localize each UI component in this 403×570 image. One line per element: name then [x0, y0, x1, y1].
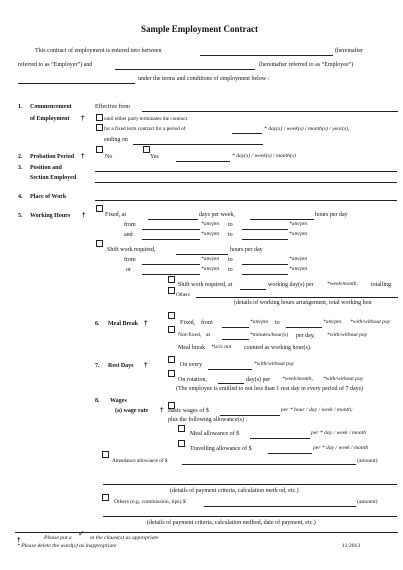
footer-note-1b: in the clause(s) as appropriate [90, 535, 159, 541]
section-3-heading: Position and [30, 165, 62, 171]
employee-id-field[interactable] [18, 83, 135, 84]
ampm-3: *am/pm [201, 231, 220, 237]
hours-to-label: to [228, 222, 233, 228]
until-terminated-checkbox[interactable] [96, 114, 103, 121]
meal-minutes-hours: *minutes/hour(s) [250, 332, 289, 338]
hours-per-day-field[interactable] [250, 219, 314, 220]
attendance-amount-label: (amount) [357, 458, 378, 464]
footer-note-2: * Please delete the word(s) as inappropriate [17, 543, 117, 549]
others-hours-checkbox[interactable] [168, 287, 175, 294]
rest-rotation-checkbox[interactable] [168, 370, 175, 377]
employee-name-field[interactable] [115, 69, 255, 70]
section-2-heading: Probation Period [30, 154, 75, 160]
meal-fixed-checkbox[interactable] [168, 312, 175, 319]
others-amount-label: (amount) [357, 499, 378, 505]
fixed-term-checkbox[interactable] [96, 124, 103, 131]
intro-line-2: referred to as “Employer”) and [18, 62, 93, 68]
rest-pay-1: *with/without pay [254, 361, 295, 367]
attendance-details-note: (details of payment criteria, calculation meth od, etc.) [170, 488, 299, 494]
hours-to-1-field[interactable] [242, 229, 288, 230]
rest-days-label: day(s) per [246, 377, 271, 383]
attendance-allowance-checkbox[interactable] [102, 451, 109, 458]
shift-hours-per-day-label: hours per day [230, 247, 263, 253]
rest-every-label: On every [180, 362, 203, 368]
section-1-heading: Commencement [30, 104, 72, 110]
dagger-mark: † [144, 361, 148, 369]
rest-entitlement-note: (The employee is entitled to not less than 1 rest day in every period of 7 days) [176, 386, 363, 392]
shift-days-label: Shift work required, at [178, 282, 233, 288]
travel-allowance-field[interactable] [268, 453, 312, 454]
others-pay-field[interactable] [204, 506, 356, 507]
shift-to-2-field[interactable] [242, 274, 288, 275]
meal-from-field[interactable] [222, 327, 249, 328]
section-6-number: 6. [95, 321, 100, 327]
section-4-heading: Place of Work [30, 194, 67, 200]
hours-from-1-field[interactable] [142, 229, 200, 230]
attendance-allowance-field[interactable] [182, 464, 356, 465]
place-of-work-field[interactable] [95, 200, 397, 201]
travel-allowance-label: Travelling allowance of $ [190, 446, 252, 452]
shift-to-label: to [228, 257, 233, 263]
basic-wages-field[interactable] [220, 415, 280, 416]
basic-wages-per: per * hour / day / week / month; [281, 407, 353, 413]
shift-days-per-label: working day(s) per [268, 282, 314, 288]
shift-from-label: from [124, 257, 136, 263]
rest-every-field[interactable] [208, 369, 252, 370]
section-8-heading: Wages [110, 398, 127, 404]
section-7-number: 7. [95, 363, 100, 369]
shift-week-month: *week/month, [327, 281, 358, 287]
others-hours-label: Others [176, 292, 190, 298]
hours-to-label: to [228, 232, 233, 238]
fixed-term-label: for a fixed term contract for a period of [104, 126, 186, 132]
form-code: 11/2013 [342, 543, 361, 549]
intro-line-2-end: (hereinafter referred to as “Employee”) [259, 62, 354, 68]
probation-units: * day(s) / week(s) / month(s) [232, 153, 296, 159]
probation-no-label: No [105, 154, 113, 160]
allowance-intro: plus the following allowance(s) : [168, 417, 247, 423]
shift-totalling-label: totalling [371, 282, 391, 288]
probation-period-field[interactable] [176, 161, 230, 162]
shift-ampm-4: *am/pm [289, 266, 308, 272]
ampm-1: *am/pm [201, 221, 220, 227]
wage-rate-heading: (a) wage rate [115, 408, 149, 414]
shift-work-label: Shift work required, [107, 247, 156, 253]
rest-pay-2: *with/without pay [323, 376, 364, 382]
footer-note-1: Please put a [44, 535, 72, 541]
dagger-mark: † [82, 211, 86, 219]
probation-yes-checkbox[interactable] [143, 146, 150, 153]
rest-rotation-label: On rotation, [178, 377, 207, 383]
shift-to-label: to [228, 267, 233, 273]
footer-dagger: † [17, 536, 21, 544]
hours-per-day-label: hours per day [315, 212, 348, 218]
section-1-number: 1. [18, 104, 23, 110]
shift-work-checkbox[interactable] [96, 240, 103, 247]
effective-from-field[interactable] [142, 111, 398, 112]
rest-week-month: *week/month, [282, 376, 313, 382]
section-7-heading: Rest Days [108, 363, 134, 369]
meal-from-label: from [201, 320, 213, 326]
fixed-term-period-field[interactable] [232, 133, 262, 134]
meal-ampm-2: *am/pm [323, 319, 342, 325]
days-per-week-label: days per week, [199, 212, 235, 218]
shift-hours-per-day-field[interactable] [176, 254, 228, 255]
shift-ampm-2: *am/pm [289, 256, 308, 262]
check-mark-icon: ✓ [78, 529, 85, 538]
rest-rotation-field[interactable] [218, 383, 244, 384]
hours-to-2-field[interactable] [242, 239, 288, 240]
others-pay-checkbox[interactable] [102, 494, 109, 501]
section-5-heading: Working Hours [30, 213, 71, 219]
intro-line-3: under the terms and conditions of employment below : [138, 76, 270, 82]
fixed-term-units: * day(s) / week(s) / month(s) / year(s), [264, 126, 350, 132]
days-per-week-field[interactable] [148, 219, 198, 220]
ampm-4: *am/pm [289, 231, 308, 237]
meal-notfixed-label: Not-fixed, [178, 332, 202, 338]
ending-on-label: ending on [104, 137, 128, 143]
meal-allowance-checkbox[interactable] [178, 425, 185, 432]
section-3-heading-2: Section Employed [30, 175, 77, 181]
meal-to-field[interactable] [286, 327, 322, 328]
meal-allowance-field[interactable] [250, 438, 310, 439]
dagger-mark: † [81, 152, 85, 160]
hours-from-label: from [124, 222, 136, 228]
shift-ampm-3: *am/pm [201, 266, 220, 272]
dagger-mark: † [144, 319, 148, 327]
meal-pay-1: *with/without pay [350, 319, 391, 325]
shift-days-field[interactable] [240, 289, 266, 290]
meal-note-c: counted as working hour(s). [244, 345, 312, 351]
shift-ampm-1: *am/pm [201, 256, 220, 262]
travel-allowance-per: per * day / week / month [313, 445, 368, 451]
hours-fixed-checkbox[interactable] [96, 205, 103, 212]
meal-allowance-label: Meal allowance of $ [190, 431, 240, 437]
meal-pay-2: *with/without pay [327, 332, 368, 338]
intro-line-1-end: (hereinafter [335, 48, 363, 54]
attendance-details-field[interactable] [103, 484, 397, 485]
meal-ampm-1: *am/pm [250, 319, 269, 325]
section-3-number: 3. [18, 165, 23, 171]
basic-wages-label: Basic wages of $ [168, 408, 209, 414]
footer-divider [15, 532, 398, 533]
intro-line-1: This contract of employment is entered into between [35, 48, 162, 54]
others-pay-label: Others (e.g. commission, tips) $ [114, 499, 186, 505]
meal-fixed-label: Fixed, [180, 320, 196, 326]
dagger-mark: † [81, 114, 85, 122]
meal-note-b: *is/is not [211, 344, 232, 350]
meal-note-a: Meal break [178, 345, 206, 351]
meal-at-label: at [206, 332, 211, 338]
probation-yes-label: Yes [150, 154, 159, 160]
meal-duration-field[interactable] [222, 339, 249, 340]
meal-perday-label: per day, [296, 333, 315, 339]
shift-or-label: or [126, 267, 131, 273]
probation-no-checkbox[interactable] [96, 146, 103, 153]
section-field[interactable] [95, 182, 397, 183]
shift-days-checkbox[interactable] [168, 276, 175, 283]
section-6-heading: Meal Break [108, 321, 139, 327]
section-5-number: 5. [18, 213, 23, 219]
others-hours-field[interactable] [196, 297, 398, 298]
shift-from-1-field[interactable] [142, 264, 200, 265]
others-details-note: (details of payment criteria, calculation method, date of payment, etc.) [147, 520, 316, 526]
position-field[interactable] [95, 171, 397, 172]
section-4-number: 4. [18, 194, 23, 200]
travel-allowance-checkbox[interactable] [178, 440, 185, 447]
hours-and-label: and [124, 232, 133, 238]
ending-on-field[interactable] [133, 144, 263, 145]
until-terminated-label: until either party terminates the contract. [104, 116, 189, 122]
effective-from-label: Effective from [95, 104, 131, 110]
rest-every-checkbox[interactable] [168, 356, 175, 363]
meal-to-label: to [275, 320, 280, 326]
attendance-allowance-label: Attendance allowance of $ [112, 458, 168, 464]
ampm-2: *am/pm [289, 221, 308, 227]
meal-notfixed-checkbox[interactable] [168, 326, 175, 333]
dagger-mark: † [160, 406, 164, 414]
employer-name-field[interactable] [200, 55, 333, 56]
shift-to-1-field[interactable] [242, 264, 288, 265]
section-2-number: 2. [18, 154, 23, 160]
hours-from-2-field[interactable] [142, 239, 200, 240]
section-8-number: 8. [95, 398, 100, 404]
hours-details-note: (details of working hours arrangement, total working hou [234, 300, 372, 306]
meal-allowance-per: per * day / week / month [311, 430, 366, 436]
page-title: Sample Employment Contract [141, 24, 258, 34]
shift-from-2-field[interactable] [142, 274, 200, 275]
hours-fixed-label: Fixed, at [105, 212, 126, 218]
section-1-heading-2: of Employment [30, 116, 70, 122]
others-details-field[interactable] [103, 516, 397, 517]
